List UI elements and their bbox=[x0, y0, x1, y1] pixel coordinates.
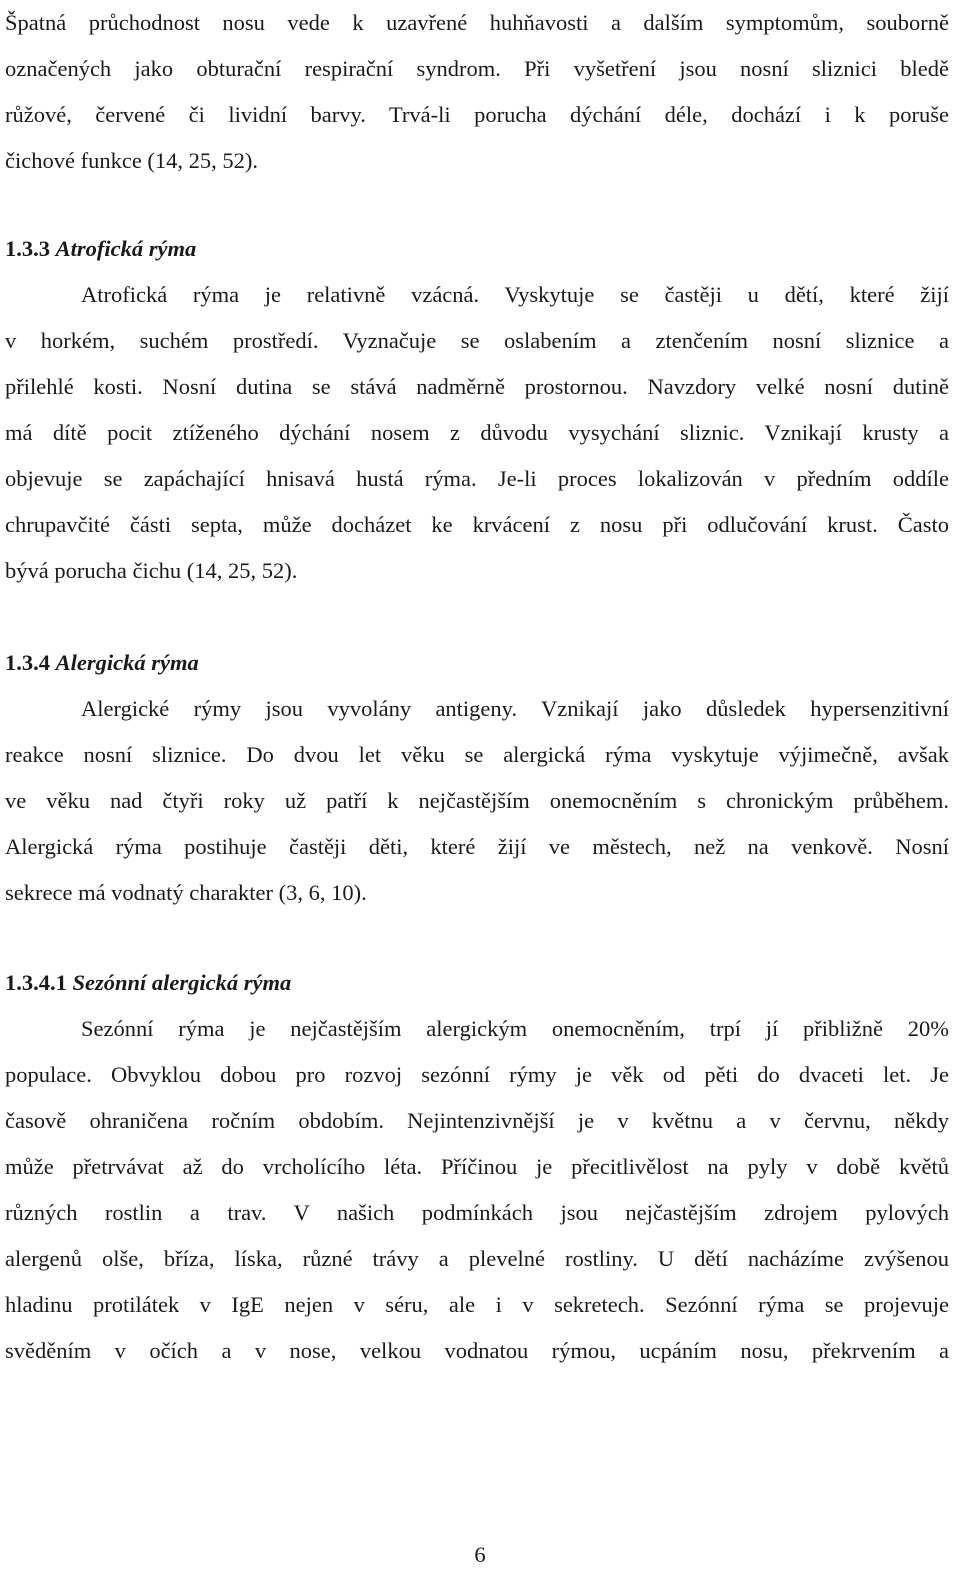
text-line: čichové funkce (14, 25, 52). bbox=[5, 148, 259, 173]
text-line: může přetrvávat až do vrcholícího léta. Příčinou je přecitlivělost na pyly v době květů bbox=[5, 1154, 949, 1179]
paragraph-alergicka-ryma bbox=[5, 686, 949, 916]
intro-paragraph bbox=[5, 0, 949, 184]
text-line: alergenů olše, bříza, líska, různé trávy a plevelné rostliny. U dětí nacházíme zvýšenou bbox=[5, 1246, 949, 1271]
heading-title: Sezónní alergická rýma bbox=[72, 970, 292, 995]
text-line: bývá porucha čichu (14, 25, 52). bbox=[5, 558, 298, 583]
heading-title: Atrofická rýma bbox=[55, 236, 197, 261]
text-line: svěděním v očích a v nose, velkou vodnatou rýmou, ucpáním nosu, překrvením a bbox=[5, 1338, 949, 1363]
text-line: v horkém, suchém prostředí. Vyznačuje se oslabením a ztenčením nosní sliznice a bbox=[5, 328, 949, 353]
text-line: ve věku nad čtyři roky už patří k nejčastějším onemocněním s chronickým průběhem. bbox=[5, 788, 949, 813]
text-line: časově ohraničena ročním obdobím. Nejintenzivnější je v květnu a v červnu, někdy bbox=[5, 1108, 949, 1133]
section-heading-1-3-4 bbox=[5, 640, 199, 686]
text-line: objevuje se zapáchající hnisavá hustá rýma. Je-li proces lokalizován v předním oddíle bbox=[5, 466, 949, 491]
text-line: různých rostlin a trav. V našich podmínkách jsou nejčastějším zdrojem pylových bbox=[5, 1200, 949, 1225]
text-line: Alergická rýma postihuje častěji děti, které žijí ve městech, než na venkově. Nosní bbox=[5, 834, 949, 859]
paragraph-sezonni-alergicka-ryma bbox=[5, 1006, 949, 1374]
paragraph-atroficka-ryma bbox=[5, 272, 949, 594]
text-line: má dítě pocit ztíženého dýchání nosem z důvodu vysychání sliznic. Vznikají krusty a bbox=[5, 420, 949, 445]
text-line: reakce nosní sliznice. Do dvou let věku se alergická rýma vyskytuje výjimečně, avšak bbox=[5, 742, 949, 767]
text-line: chrupavčité části septa, může docházet ke krvácení z nosu při odlučování krust. Často bbox=[5, 512, 949, 537]
heading-title: Alergická rýma bbox=[55, 650, 199, 675]
heading-number: 1.3.4.1 bbox=[5, 970, 67, 995]
text-line: hladinu protilátek v IgE nejen v séru, ale i v sekretech. Sezónní rýma se projevuje bbox=[5, 1292, 949, 1317]
text-line: růžové, červené či lividní barvy. Trvá-li porucha dýchání déle, dochází i k poruše bbox=[5, 102, 949, 127]
text-line: přilehlé kosti. Nosní dutina se stává nadměrně prostornou. Navzdory velké nosní dutině bbox=[5, 374, 949, 399]
heading-number: 1.3.4 bbox=[5, 650, 50, 675]
text-line: Atrofická rýma je relativně vzácná. Vyskytuje se častěji u dětí, které žijí bbox=[81, 282, 949, 307]
text-line: Sezónní rýma je nejčastějším alergickým onemocněním, trpí jí přibližně 20% bbox=[81, 1016, 949, 1041]
heading-number: 1.3.3 bbox=[5, 236, 50, 261]
page-number: 6 bbox=[474, 1542, 486, 1567]
text-line: sekrece má vodnatý charakter (3, 6, 10). bbox=[5, 880, 367, 905]
section-heading-1-3-4-1 bbox=[5, 960, 291, 1006]
text-line: Alergické rýmy jsou vyvolány antigeny. Vznikají jako důsledek hypersenzitivní bbox=[81, 696, 949, 721]
text-line: Špatná průchodnost nosu vede k uzavřené huhňavosti a dalším symptomům, souborně bbox=[5, 10, 949, 35]
text-line: populace. Obvyklou dobou pro rozvoj sezónní rýmy je věk od pěti do dvaceti let. Je bbox=[5, 1062, 949, 1087]
text-line: označených jako obturační respirační syndrom. Při vyšetření jsou nosní sliznici bledě bbox=[5, 56, 949, 81]
section-heading-1-3-3 bbox=[5, 226, 196, 272]
